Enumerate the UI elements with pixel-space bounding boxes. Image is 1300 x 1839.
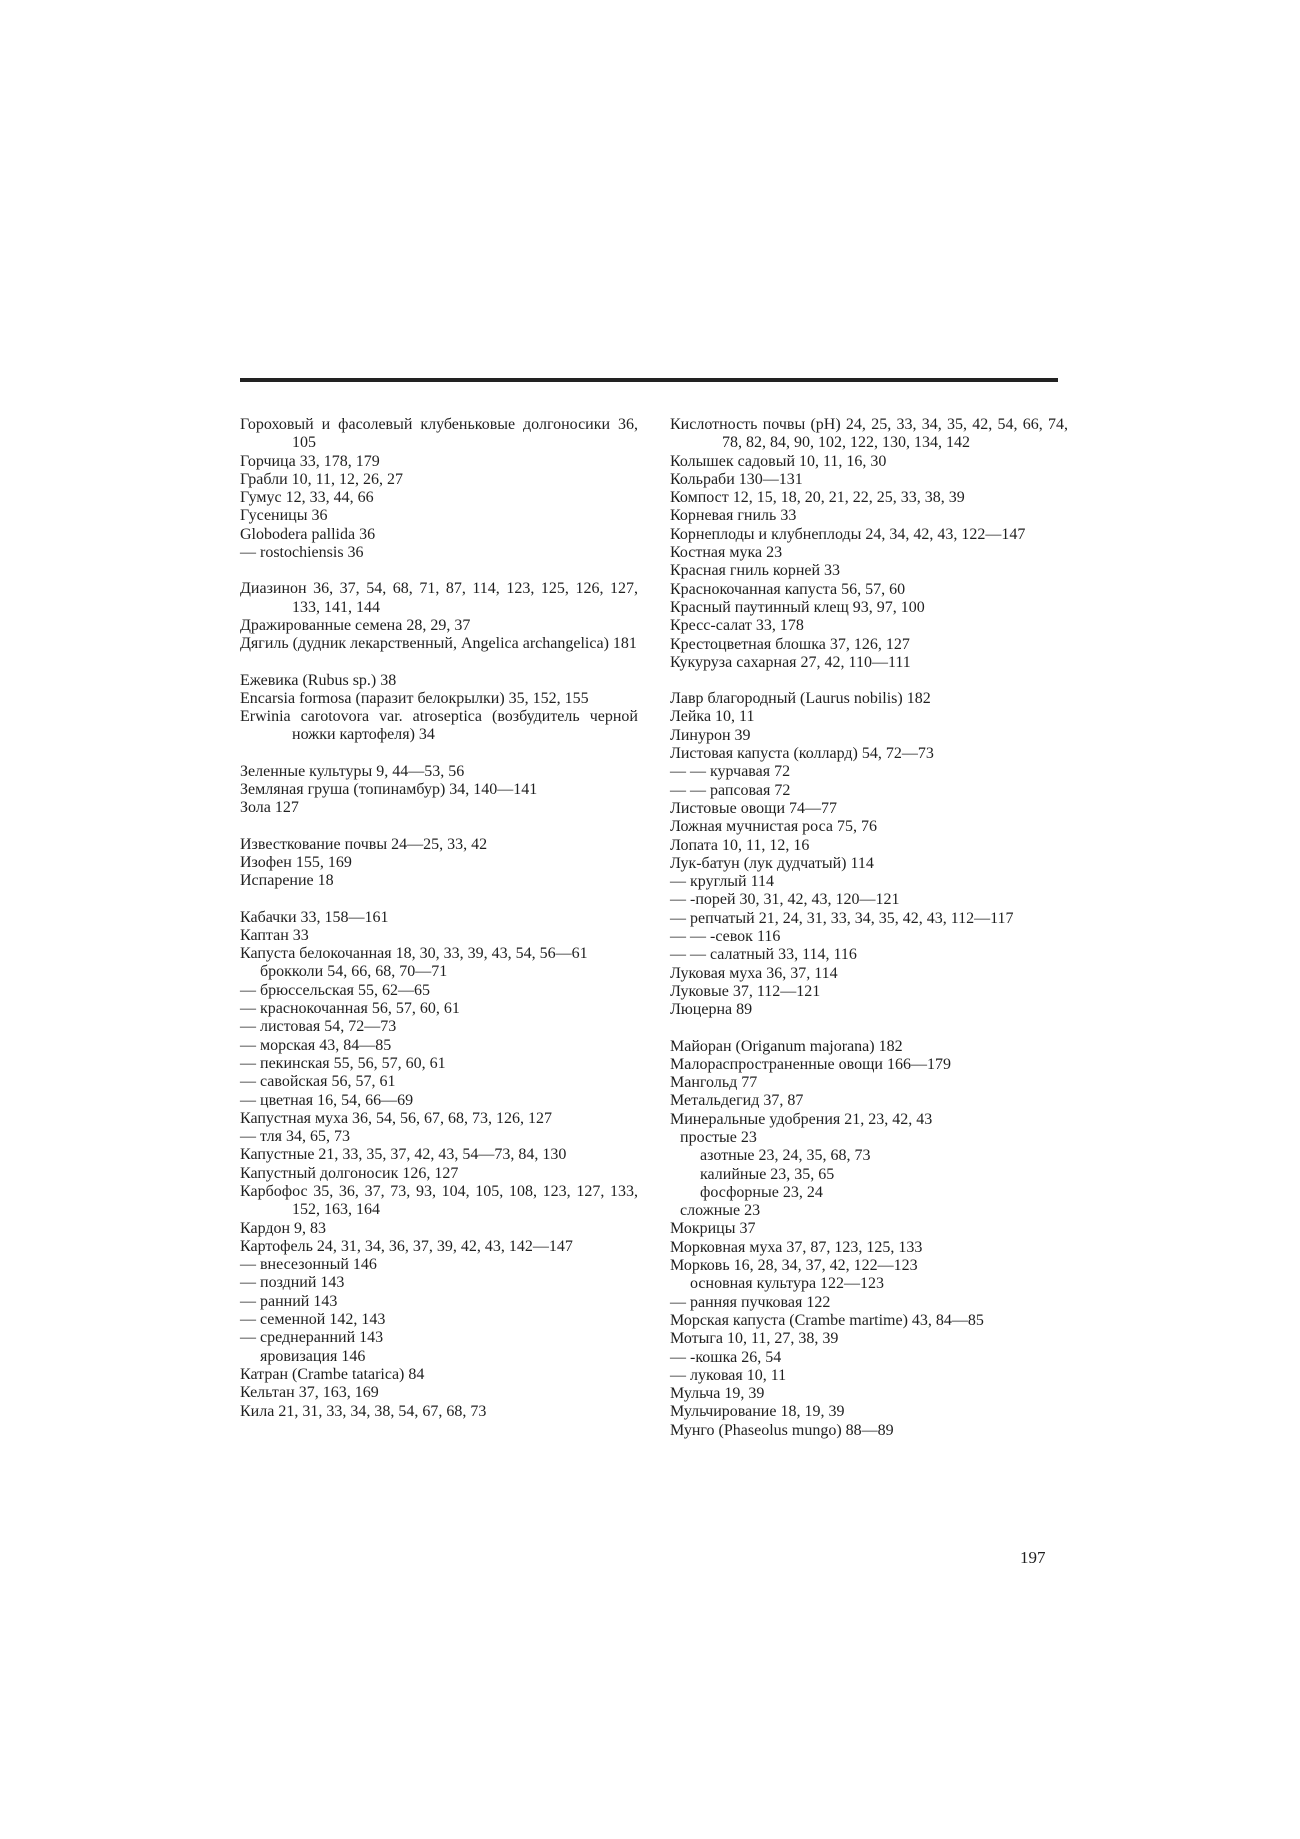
index-entry: — тля 34, 65, 73 xyxy=(240,1128,350,1146)
index-entry: Кила 21, 31, 33, 34, 38, 54, 67, 68, 73 xyxy=(240,1402,487,1420)
index-entry: Дягиль (дудник лекарственный, Angelica archangelica) 181 xyxy=(240,635,637,653)
index-entry: Ежевика (Rubus sp.) 38 xyxy=(240,671,397,689)
index-entry: Диазинон 36, 37, 54, 68, 71, 87, 114, 123, 125, 126, 127, 133, 141, 144 xyxy=(240,580,638,616)
index-entry: Капуста белокочанная 18, 30, 33, 39, 43, 54, 56—61 xyxy=(240,945,588,963)
index-entry: Минеральные удобрения 21, 23, 42, 43 xyxy=(670,1110,933,1128)
index-entry: — листовая 54, 72—73 xyxy=(240,1018,397,1036)
index-entry: яровизация 146 xyxy=(260,1347,366,1365)
index-entry: Капустные 21, 33, 35, 37, 42, 43, 54—73, 84, 130 xyxy=(240,1146,567,1164)
index-entry: Мульча 19, 39 xyxy=(670,1385,765,1403)
index-entry: — морская 43, 84—85 xyxy=(240,1036,392,1054)
index-entry: — — салатный 33, 114, 116 xyxy=(670,946,857,964)
index-entry: — -кошка 26, 54 xyxy=(670,1348,782,1366)
index-letter-group xyxy=(670,416,1068,672)
index-entry: Линурон 39 xyxy=(670,726,751,744)
index-entry: Мокрицы 37 xyxy=(670,1220,756,1238)
index-entry: — rostochiensis 36 xyxy=(240,544,364,562)
index-entry: Кислотность почвы (рН) 24, 25, 33, 34, 35, 42, 54, 66, 74, 78, 82, 84, 90, 102, 122, 130, 134, 142 xyxy=(670,416,1068,452)
index-entry: Колышек садовый 10, 11, 16, 30 xyxy=(670,452,887,470)
index-entry: Encarsia formosa (паразит белокрылки) 35, 152, 155 xyxy=(240,689,589,707)
index-entry: Ложная мучнистая роса 75, 76 xyxy=(670,818,877,836)
index-entry: — семенной 142, 143 xyxy=(240,1311,386,1329)
index-entry: Морковь 16, 28, 34, 37, 42, 122—123 xyxy=(670,1257,918,1275)
index-entry: Луковая муха 36, 37, 114 xyxy=(670,964,838,982)
index-letter-group xyxy=(240,672,638,745)
index-entry: Globodera pallida 36 xyxy=(240,525,376,543)
index-entry: брокколи 54, 66, 68, 70—71 xyxy=(260,963,448,981)
index-entry: Картофель 24, 31, 34, 36, 37, 39, 42, 43, 142—147 xyxy=(240,1237,573,1255)
index-column-right xyxy=(670,416,1068,1458)
index-entry: Карбофос 35, 36, 37, 73, 93, 104, 105, 108, 123, 127, 133, 152, 163, 164 xyxy=(240,1182,638,1219)
index-entry: — — рапсовая 72 xyxy=(670,781,791,799)
index-entry: Кабачки 33, 158—161 xyxy=(240,908,389,926)
index-entry: азотные 23, 24, 35, 68, 73 xyxy=(700,1147,871,1165)
index-entry: Гусеницы 36 xyxy=(240,507,328,525)
index-entry: Зола 127 xyxy=(240,799,299,817)
index-entry: Мангольд 77 xyxy=(670,1074,758,1092)
index-entry: Лейка 10, 11 xyxy=(670,708,755,726)
index-entry: Морская капуста (Crambe martime) 43, 84—85 xyxy=(670,1311,984,1329)
index-entry: Катран (Crambe tatarica) 84 xyxy=(240,1365,425,1383)
index-entry: — среднеранний 143 xyxy=(240,1329,384,1347)
index-entry: Гороховый и фасолевый клубеньковые долгоносики 36, 105 xyxy=(240,416,638,452)
index-entry: Красная гниль корней 33 xyxy=(670,562,841,580)
index-entry: Краснокочанная капуста 56, 57, 60 xyxy=(670,580,906,598)
index-letter-group xyxy=(240,909,638,1421)
index-entry: Изофен 155, 169 xyxy=(240,853,352,871)
index-letter-group xyxy=(670,1038,1068,1441)
index-entry: Erwinia carotovora var. atroseptica (возбудитель черной ножки картофеля) 34 xyxy=(240,708,638,744)
index-entry: Кардон 9, 83 xyxy=(240,1219,327,1237)
index-letter-group xyxy=(240,763,638,818)
index-entry: — -порей 30, 31, 42, 43, 120—121 xyxy=(670,891,900,909)
index-entry: Мунго (Phaseolus mungo) 88—89 xyxy=(670,1421,894,1439)
index-entry: — брюссельская 55, 62—65 xyxy=(240,981,430,999)
index-entry: Корневая гниль 33 xyxy=(670,507,797,525)
index-entry: Кукуруза сахарная 27, 42, 110—111 xyxy=(670,653,911,671)
index-entry: — внесезонный 146 xyxy=(240,1256,377,1274)
header-rule xyxy=(240,378,1058,382)
index-entry: Метальдегид 37, 87 xyxy=(670,1092,804,1110)
index-entry: сложные 23 xyxy=(680,1202,761,1220)
index-entry: — краснокочанная 56, 57, 60, 61 xyxy=(240,1000,460,1018)
index-entry: Испарение 18 xyxy=(240,872,334,890)
index-entry: Кольраби 130—131 xyxy=(670,470,803,488)
index-entry: калийные 23, 35, 65 xyxy=(700,1165,835,1183)
index-entry: — поздний 143 xyxy=(240,1274,345,1292)
index-entry: Красный паутинный клещ 93, 97, 100 xyxy=(670,598,925,616)
index-entry: — цветная 16, 54, 66—69 xyxy=(240,1091,414,1109)
index-entry: — — -севок 116 xyxy=(670,928,781,946)
index-column-left xyxy=(240,416,638,1439)
index-entry: Лопата 10, 11, 12, 16 xyxy=(670,836,810,854)
index-entry: Грабли 10, 11, 12, 26, 27 xyxy=(240,470,404,488)
index-entry: Лавр благородный (Laurus nobilis) 182 xyxy=(670,690,931,708)
index-entry: Известкование почвы 24—25, 33, 42 xyxy=(240,835,488,853)
index-entry: — луковая 10, 11 xyxy=(670,1366,787,1384)
index-letter-group xyxy=(240,580,638,653)
index-entry: фосфорные 23, 24 xyxy=(700,1183,823,1201)
index-entry: — репчатый 21, 24, 31, 33, 34, 35, 42, 43, 112—117 xyxy=(670,909,1014,927)
index-entry: — ранний 143 xyxy=(240,1292,338,1310)
index-entry: — — курчавая 72 xyxy=(670,763,791,781)
index-entry: — ранняя пучковая 122 xyxy=(670,1293,831,1311)
index-entry: Капустный долгоносик 126, 127 xyxy=(240,1164,459,1182)
index-entry: Капустная муха 36, 54, 56, 67, 68, 73, 126, 127 xyxy=(240,1109,553,1127)
index-letter-group xyxy=(240,416,638,562)
index-entry: Морковная муха 37, 87, 123, 125, 133 xyxy=(670,1238,923,1256)
index-entry: Малораспространенные овощи 166—179 xyxy=(670,1055,951,1073)
index-entry: — пекинская 55, 56, 57, 60, 61 xyxy=(240,1054,446,1072)
index-entry: Крестоцветная блошка 37, 126, 127 xyxy=(670,635,910,653)
index-entry: Мульчирование 18, 19, 39 xyxy=(670,1403,845,1421)
page-number: 197 xyxy=(1020,1548,1046,1567)
index-entry: Гумус 12, 33, 44, 66 xyxy=(240,489,374,507)
index-entry: Луковые 37, 112—121 xyxy=(670,982,821,1000)
index-entry: Листовые овощи 74—77 xyxy=(670,799,838,817)
index-letter-group xyxy=(240,836,638,891)
index-entry: Люцерна 89 xyxy=(670,1001,753,1019)
index-entry: Лук-батун (лук дудчатый) 114 xyxy=(670,854,874,872)
index-entry: Костная мука 23 xyxy=(670,544,783,562)
index-entry: Мотыга 10, 11, 27, 38, 39 xyxy=(670,1330,839,1348)
index-entry: Дражированные семена 28, 29, 37 xyxy=(240,616,471,634)
index-entry: Компост 12, 15, 18, 20, 21, 22, 25, 33, 38, 39 xyxy=(670,489,965,507)
index-entry: Горчица 33, 178, 179 xyxy=(240,452,380,470)
index-entry: Кельтан 37, 163, 169 xyxy=(240,1384,379,1402)
index-entry: Листовая капуста (коллард) 54, 72—73 xyxy=(670,745,934,763)
index-entry: простые 23 xyxy=(680,1128,757,1146)
index-entry: — круглый 114 xyxy=(670,873,775,891)
index-entry: Кресс-салат 33, 178 xyxy=(670,617,804,635)
index-entry: Зеленные культуры 9, 44—53, 56 xyxy=(240,762,465,780)
index-entry: основная культура 122—123 xyxy=(690,1275,885,1293)
index-entry: Майоран (Origanum majorana) 182 xyxy=(670,1037,903,1055)
index-entry: Земляная груша (топинамбур) 34, 140—141 xyxy=(240,781,538,799)
index-entry: — савойская 56, 57, 61 xyxy=(240,1073,396,1091)
index-entry: Корнеплоды и клубнеплоды 24, 34, 42, 43, 122—147 xyxy=(670,525,1026,543)
index-letter-group xyxy=(670,690,1068,1019)
index-entry: Каптан 33 xyxy=(240,926,309,944)
